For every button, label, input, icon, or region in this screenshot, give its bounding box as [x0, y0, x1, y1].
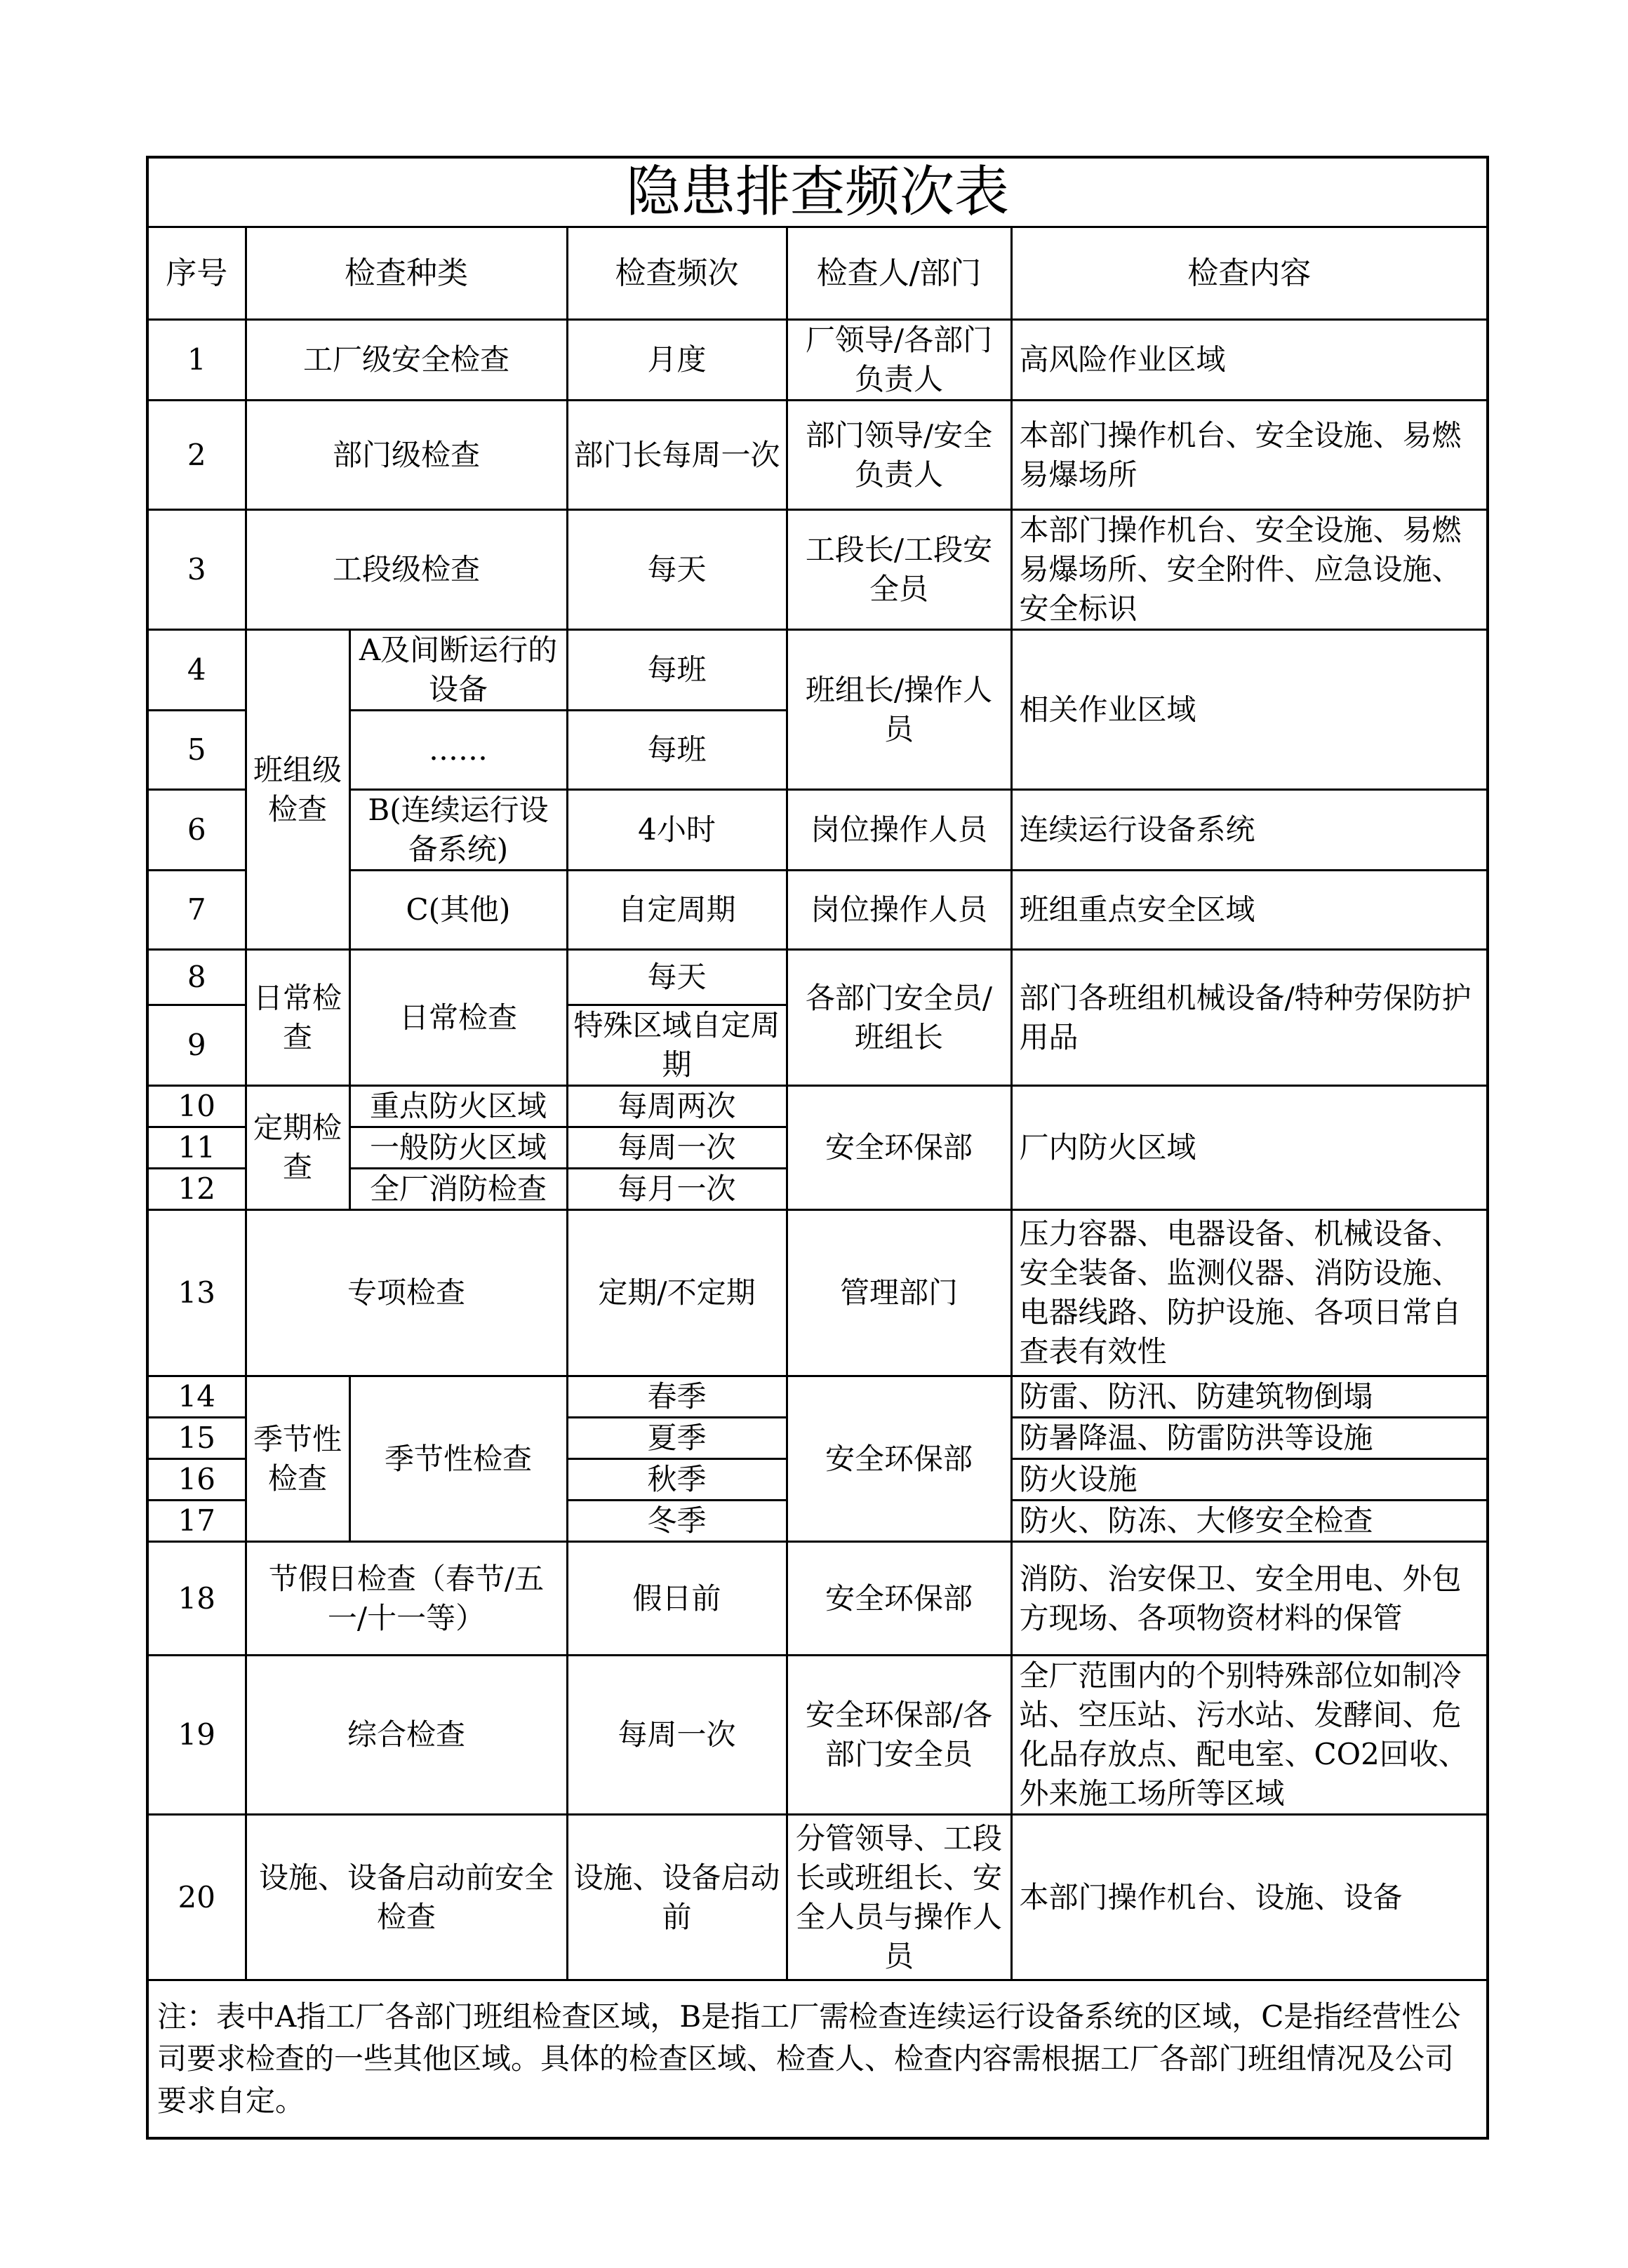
row-content: 防暑降温、防雷防洪等设施	[1011, 1418, 1488, 1459]
header-no: 序号	[147, 227, 246, 320]
row-content: 本部门操作机台、安全设施、易燃易爆场所、安全附件、应急设施、安全标识	[1011, 510, 1488, 630]
row-freq: 每班	[567, 630, 787, 711]
row-person: 安全环保部	[787, 1376, 1011, 1542]
table-row	[147, 510, 1488, 630]
row-freq: 月度	[567, 320, 787, 401]
row-person: 安全环保部/各部门安全员	[787, 1656, 1011, 1815]
row-content: 防火设施	[1011, 1459, 1488, 1501]
row-no: 2	[147, 401, 246, 510]
table-row	[147, 1376, 1488, 1418]
row-type: 部门级检查	[246, 401, 567, 510]
title-row	[147, 157, 1488, 227]
row-no: 17	[147, 1501, 246, 1542]
header-freq: 检查频次	[567, 227, 787, 320]
row-content: 连续运行设备系统	[1011, 790, 1488, 871]
row-person: 安全环保部	[787, 1542, 1011, 1656]
header-type: 检查种类	[246, 227, 567, 320]
footnote: 注：表中A指工厂各部门班组检查区域，B是指工厂需检查连续运行设备系统的区域，C是指经营性公司要求检查的一些其他区域。具体的检查区域、检查人、检查内容需根据工厂各部门班组情况及公司要求自定。	[147, 1980, 1488, 2138]
row-no: 20	[147, 1815, 246, 1980]
table-row	[147, 1542, 1488, 1656]
row-person: 分管领导、工段长或班组长、安全人员与操作人员	[787, 1815, 1011, 1980]
row-person: 岗位操作人员	[787, 790, 1011, 871]
row-no: 6	[147, 790, 246, 871]
row-no: 3	[147, 510, 246, 630]
inspection-frequency-table	[146, 156, 1489, 2140]
row-person: 管理部门	[787, 1210, 1011, 1376]
row-subtype: 一般防火区域	[349, 1127, 567, 1169]
row-freq: 冬季	[567, 1501, 787, 1542]
row-type: 设施、设备启动前安全检查	[246, 1815, 567, 1980]
row-content: 防雷、防汛、防建筑物倒塌	[1011, 1376, 1488, 1418]
table-row	[147, 1815, 1488, 1980]
row-content: 高风险作业区域	[1011, 320, 1488, 401]
row-content: 消防、治安保卫、安全用电、外包方现场、各项物资材料的保管	[1011, 1542, 1488, 1656]
row-freq: 每天	[567, 950, 787, 1005]
row-no: 4	[147, 630, 246, 711]
row-type: 工段级检查	[246, 510, 567, 630]
row-no: 15	[147, 1418, 246, 1459]
row-freq: 每周一次	[567, 1656, 787, 1815]
header-content: 检查内容	[1011, 227, 1488, 320]
row-freq: 每月一次	[567, 1169, 787, 1210]
row-no: 16	[147, 1459, 246, 1501]
row-freq: 每天	[567, 510, 787, 630]
hazard-inspection-sheet	[146, 156, 1489, 2140]
row-person: 岗位操作人员	[787, 871, 1011, 950]
row-type: 节假日检查（春节/五一/十一等）	[246, 1542, 567, 1656]
row-no: 13	[147, 1210, 246, 1376]
row-type: 专项检查	[246, 1210, 567, 1376]
group-daily-check: 日常检查	[246, 950, 349, 1086]
row-subtype: 日常检查	[349, 950, 567, 1086]
row-content: 全厂范围内的个别特殊部位如制冷站、空压站、污水站、发酵间、危化品存放点、配电室、CO2回收、外来施工场所等区域	[1011, 1656, 1488, 1815]
row-content: 部门各班组机械设备/特种劳保防护用品	[1011, 950, 1488, 1086]
row-subtype: 重点防火区域	[349, 1086, 567, 1127]
row-subtype: 季节性检查	[349, 1376, 567, 1542]
row-subtype: 全厂消防检查	[349, 1169, 567, 1210]
table-row	[147, 1656, 1488, 1815]
row-freq: 设施、设备启动前	[567, 1815, 787, 1980]
row-no: 8	[147, 950, 246, 1005]
row-freq: 假日前	[567, 1542, 787, 1656]
row-freq: 秋季	[567, 1459, 787, 1501]
table-row	[147, 950, 1488, 1005]
table-row	[147, 1210, 1488, 1376]
row-no: 19	[147, 1656, 246, 1815]
row-subtype: A及间断运行的设备	[349, 630, 567, 711]
row-no: 5	[147, 711, 246, 790]
note-row	[147, 1980, 1488, 2138]
row-no: 10	[147, 1086, 246, 1127]
row-content: 压力容器、电器设备、机械设备、安全装备、监测仪器、消防设施、电器线路、防护设施、各项日常自查表有效性	[1011, 1210, 1488, 1376]
row-freq: 特殊区域自定周期	[567, 1005, 787, 1086]
row-type: 综合检查	[246, 1656, 567, 1815]
row-no: 7	[147, 871, 246, 950]
row-no: 11	[147, 1127, 246, 1169]
row-no: 14	[147, 1376, 246, 1418]
row-person: 部门领导/安全负责人	[787, 401, 1011, 510]
table-row	[147, 1086, 1488, 1127]
row-content: 厂内防火区域	[1011, 1086, 1488, 1210]
row-content: 相关作业区域	[1011, 630, 1488, 790]
row-freq: 定期/不定期	[567, 1210, 787, 1376]
table-title: 隐患排查频次表	[147, 157, 1488, 227]
row-freq: 4小时	[567, 790, 787, 871]
row-no: 9	[147, 1005, 246, 1086]
group-periodic-check: 定期检查	[246, 1086, 349, 1210]
row-subtype: B(连续运行设备系统)	[349, 790, 567, 871]
row-content: 本部门操作机台、安全设施、易燃易爆场所	[1011, 401, 1488, 510]
row-person: 工段长/工段安全员	[787, 510, 1011, 630]
row-no: 1	[147, 320, 246, 401]
row-freq: 每周两次	[567, 1086, 787, 1127]
row-content: 防火、防冻、大修安全检查	[1011, 1501, 1488, 1542]
table-row	[147, 401, 1488, 510]
row-subtype: C(其他)	[349, 871, 567, 950]
row-no: 12	[147, 1169, 246, 1210]
row-freq: 夏季	[567, 1418, 787, 1459]
table-row	[147, 630, 1488, 711]
row-no: 18	[147, 1542, 246, 1656]
row-freq: 每周一次	[567, 1127, 787, 1169]
row-freq: 每班	[567, 711, 787, 790]
row-freq: 春季	[567, 1376, 787, 1418]
row-freq: 部门长每周一次	[567, 401, 787, 510]
group-team-check: 班组级检查	[246, 630, 349, 950]
row-person: 安全环保部	[787, 1086, 1011, 1210]
row-person: 各部门安全员/班组长	[787, 950, 1011, 1086]
row-content: 本部门操作机台、设施、设备	[1011, 1815, 1488, 1980]
group-seasonal-check: 季节性检查	[246, 1376, 349, 1542]
header-row	[147, 227, 1488, 320]
row-person: 厂领导/各部门负责人	[787, 320, 1011, 401]
row-content: 班组重点安全区域	[1011, 871, 1488, 950]
header-person: 检查人/部门	[787, 227, 1011, 320]
row-type: 工厂级安全检查	[246, 320, 567, 401]
row-subtype: ……	[349, 711, 567, 790]
row-person: 班组长/操作人员	[787, 630, 1011, 790]
table-row	[147, 320, 1488, 401]
row-freq: 自定周期	[567, 871, 787, 950]
